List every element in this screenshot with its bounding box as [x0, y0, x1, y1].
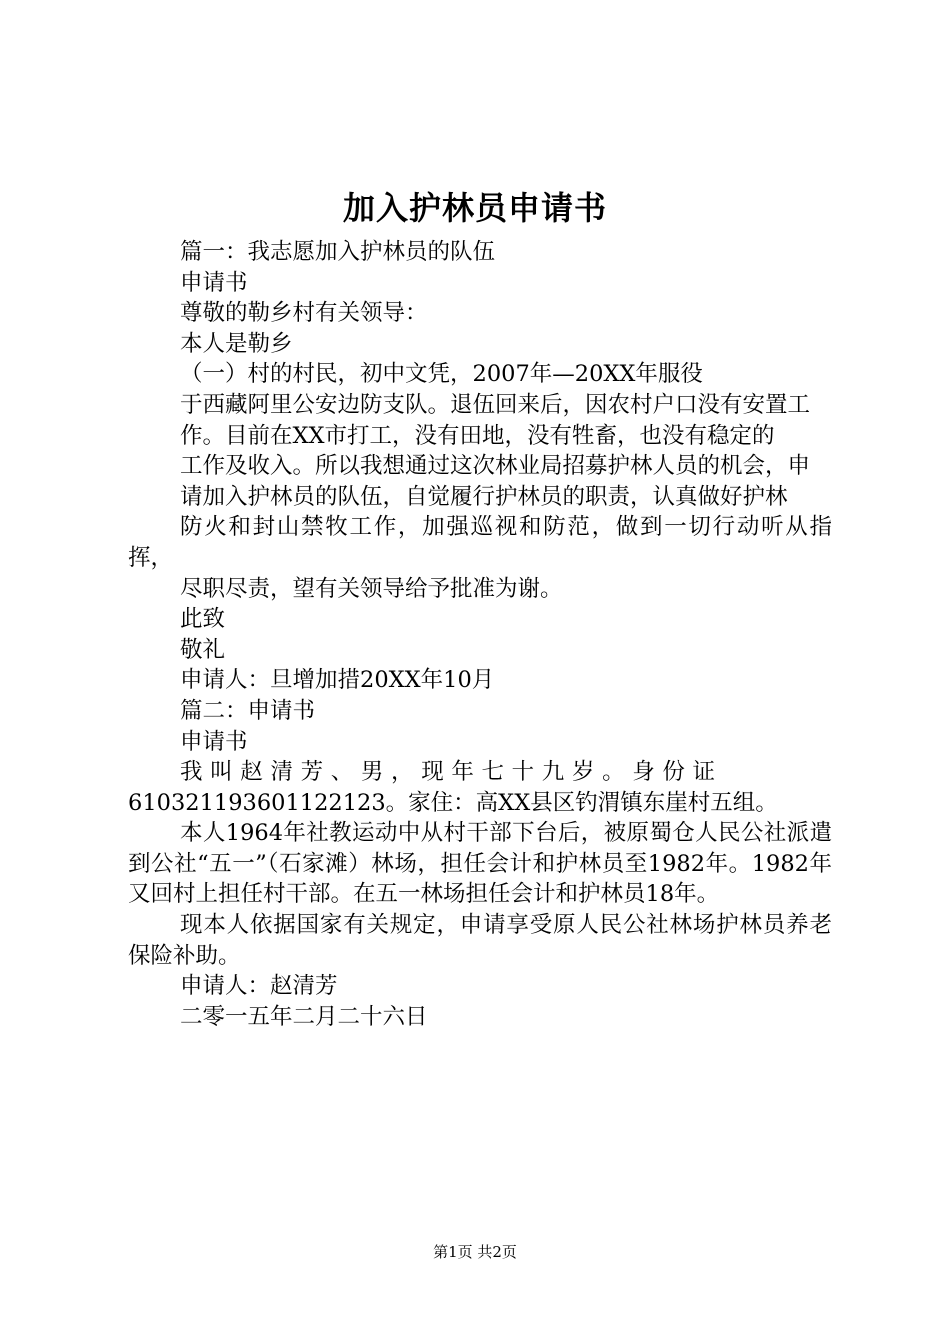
body-line: 尽职尽责，望有关领导给予批准为谢。 [180, 575, 563, 602]
body-line: 我叫赵清芳、男，现年七十九岁。身份证 [180, 759, 723, 786]
section-heading: 篇一：我志愿加入护林员的队伍 [180, 239, 496, 265]
signature-line: 申请人：赵清芳 [180, 973, 338, 1000]
body-line: 工作及收入。所以我想通过这次林业局招募护林人员的机会，申 [180, 453, 811, 480]
body-line: 请加入护林员的队伍，自觉履行护林员的职责，认真做好护林 [180, 483, 788, 510]
salutation: 尊敬的勒乡村有关领导： [180, 300, 428, 327]
document-body [128, 237, 832, 1032]
letter-heading: 申请书 [180, 728, 248, 755]
body-line: 防火和封山禁牧工作，加强巡视和防范，做到一切行动听从指挥， [128, 514, 832, 571]
body-line: 于西藏阿里公安边防支队。退伍回来后，因农村户口没有安置工 [180, 391, 811, 418]
body-line: （一）村的村民，初中文凭，2007年—20XX年服役 [180, 361, 703, 388]
section-heading: 篇二：申请书 [180, 697, 316, 724]
signature-line: 申请人：旦增加措20XX年10月 [180, 667, 495, 694]
page-footer: 第1页 共2页 [433, 1243, 517, 1261]
letter-heading: 申请书 [180, 269, 248, 296]
document-title: 加入护林员申请书 [342, 189, 607, 227]
closing-line: 敬礼 [180, 636, 226, 663]
date-line: 二零一五年二月二十六日 [180, 1003, 428, 1030]
body-paragraph: 现本人依据国家有关规定，申请享受原人民公社林场护林员养老保险补助。 [128, 912, 832, 969]
body-line: 610321193601122123。家住：高XX县区钓渭镇东崖村五组。 [128, 789, 778, 816]
body-line: 本人是勒乡 [180, 330, 293, 357]
body-line: 作。目前在XX市打工，没有田地，没有牲畜，也没有稳定的 [180, 422, 775, 449]
closing-line: 此致 [180, 606, 226, 633]
body-paragraph: 本人1964年社教运动中从村干部下台后，被原蜀仓人民公社派遣到公社“五一”（石家滩）林场，担任会计和护林员至1982年。1982年又回村上担任村干部。在五一林场担任会计和护林员18年。 [128, 820, 832, 908]
